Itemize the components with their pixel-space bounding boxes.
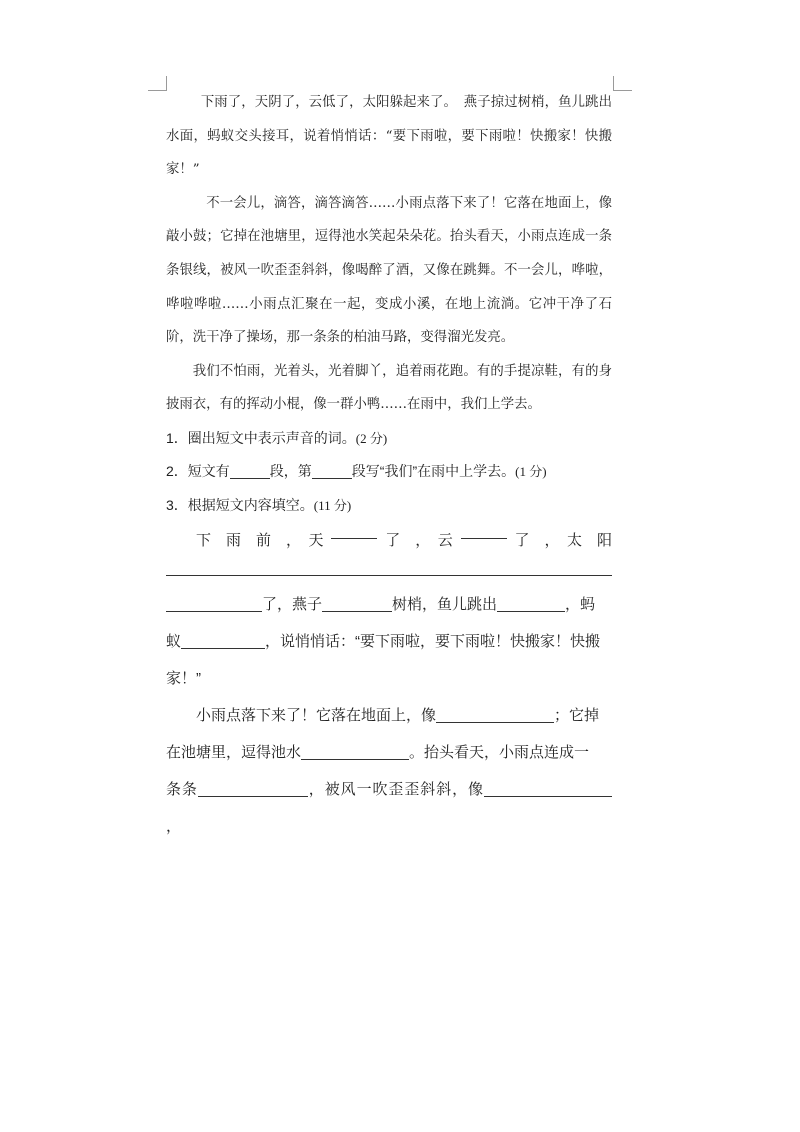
question-2 <box>166 455 612 489</box>
question-2-part-a: 2．短文有 <box>166 463 230 480</box>
answer-blank[interactable] <box>436 707 554 724</box>
passage-paragraph-3: 我们不怕雨，光着头，光着脚丫，追着雨花跑。有的手提凉鞋，有的身披雨衣，有的挥动小棍，像一群小鸭……在雨中，我们上学去。 <box>166 363 612 413</box>
crop-mark-top-right <box>613 76 632 91</box>
answer-blank[interactable] <box>230 464 270 480</box>
fill-line-4: 家！” <box>166 670 201 688</box>
fill-text: ，说悄悄话：“要下雨啦，要下雨啦！快搬家！快搬 <box>265 633 601 651</box>
passage-paragraph-2: 不一会儿，滴答，滴答滴答……小雨点落下来了！它落在地面上，像敲小鼓；它掉在池塘里，逗得池水笑起朵朵花。抬头看天，小雨点连成一条条银线，被风一吹歪歪斜斜，像喝醉了酒，又像在跳舞。不一会儿，哗啦，哗啦哗啦……小雨点汇聚在一起，变成小溪，在地上流淌。它冲干净了石阶，洗干净了操场，那一条条的柏油马路，变得溜光发亮。 <box>166 195 612 346</box>
fill-text: ；它掉 <box>554 707 600 725</box>
fill-line-7 <box>166 771 612 845</box>
fill-text: 条条 <box>166 781 198 799</box>
answer-blank[interactable] <box>312 464 352 480</box>
fill-line-3 <box>166 623 612 660</box>
question-3-points: (11 分) <box>313 497 352 513</box>
question-3 <box>166 489 612 523</box>
fill-text: 在池塘里，逗得池水 <box>166 744 302 762</box>
fill-text: 。抬头看天，小雨点连成一 <box>409 744 590 762</box>
fill-text: ，被风一吹歪歪斜斜，像 <box>307 781 484 799</box>
fill-text: 了 ， 云 <box>385 532 453 550</box>
fill-text: ， <box>166 818 182 836</box>
answer-blank[interactable] <box>484 781 612 798</box>
answer-blank[interactable] <box>322 596 392 613</box>
fill-line-6 <box>166 734 612 771</box>
fill-text: ，蚂 <box>565 596 596 614</box>
fill-text: 了 ， 太 阳 <box>514 532 612 550</box>
answer-blank[interactable] <box>166 596 262 613</box>
fill-line-5 <box>166 697 612 734</box>
answer-blank[interactable] <box>198 781 308 798</box>
question-2-part-c: 段写“我们”在雨中上学去。 <box>351 463 516 480</box>
question-2-part-b: 段，第 <box>269 463 312 480</box>
document-body <box>166 86 612 845</box>
answer-blank[interactable] <box>461 522 507 539</box>
answer-blank[interactable] <box>181 633 265 650</box>
question-3-text: 3．根据短文内容填空。 <box>166 496 314 513</box>
question-1-text: 1．圈出短文中表示声音的词。 <box>166 429 356 446</box>
answer-blank[interactable] <box>497 596 565 613</box>
answer-blank-full-line[interactable] <box>166 559 612 576</box>
fill-text: 了，燕子 <box>262 596 323 614</box>
passage-paragraph-1: 下雨了，天阴了，云低了，太阳躲起来了。 燕子掠过树梢，鱼儿跳出水面，蚂蚁交头接耳，说着悄悄话：“要下雨啦，要下雨啦！快搬家！快搬家！” <box>166 95 612 178</box>
fill-text: 树梢，鱼儿跳出 <box>392 596 498 614</box>
question-2-points: (1 分) <box>515 464 547 480</box>
crop-mark-top-left <box>148 76 167 91</box>
answer-blank[interactable] <box>301 744 409 761</box>
fill-text: 蚁 <box>166 633 182 651</box>
fill-line-1 <box>166 522 612 559</box>
question-1 <box>166 422 612 456</box>
fill-line-2 <box>166 586 612 623</box>
question-1-points: (2 分) <box>355 430 388 446</box>
fill-text: 小雨点落下来了！它落在地面上，像 <box>196 707 437 725</box>
fill-text: 下 雨 前 ， 天 <box>196 532 324 550</box>
answer-blank[interactable] <box>331 522 377 539</box>
